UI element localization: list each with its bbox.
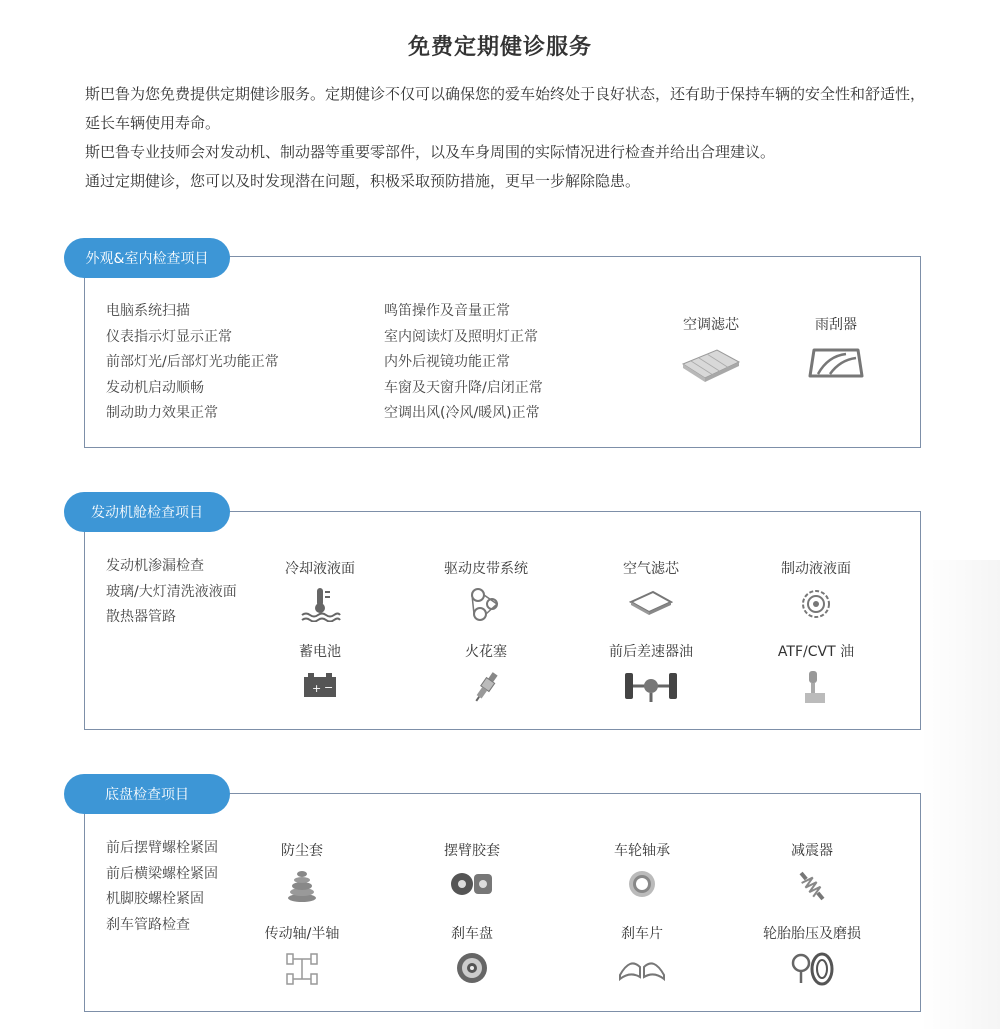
- list-item: 玻璃/大灯清洗液液面: [106, 583, 237, 600]
- list-item: 前后摆臂螺栓紧固: [106, 840, 218, 856]
- item-label: 制动液液面: [781, 561, 851, 577]
- item-label: 刹车片: [621, 926, 663, 942]
- tire-gauge-icon: [790, 951, 834, 987]
- divider: [220, 511, 921, 512]
- list-item: 前后横梁螺栓紧固: [106, 865, 218, 882]
- exterior-list-right: [384, 299, 543, 427]
- list-item: 电脑系统扫描: [106, 303, 190, 319]
- inspection-item-drive-shaft: [227, 923, 377, 987]
- wheel-bearing-icon: [626, 868, 658, 900]
- exterior-section-tag: 外观&室内检查项目: [64, 238, 230, 278]
- inspection-item-spark-plug: [411, 641, 561, 705]
- list-item: 制动助力效果正常: [106, 405, 218, 421]
- page-title: 免费定期健诊服务: [407, 35, 592, 60]
- list-item: 仪表指示灯显示正常: [106, 328, 232, 345]
- list-item: 散热器管路: [106, 609, 176, 625]
- inspection-item-tire: [737, 923, 887, 987]
- inspection-item-dust-boot: [227, 840, 377, 904]
- inspection-item-brake-fluid: [741, 558, 891, 622]
- engine-list: [106, 554, 237, 631]
- battery-icon: [302, 669, 338, 701]
- item-label: 冷却液液面: [285, 561, 355, 577]
- list-item: 空调出风(冷风/暖风)正常: [384, 405, 540, 421]
- exterior-list-left: [106, 299, 279, 427]
- list-item: 前部灯光/后部灯光功能正常: [106, 354, 279, 370]
- dust-boot-icon: [284, 868, 320, 904]
- shock-absorber-icon: [794, 868, 830, 904]
- chassis-list: [106, 836, 218, 938]
- item-label: 驱动皮带系统: [444, 561, 528, 577]
- brake-fluid-icon: [798, 586, 834, 622]
- item-label: 传动轴/半轴: [264, 926, 340, 942]
- item-label: 空调滤芯: [683, 317, 739, 333]
- inspection-item-air-filter: [576, 558, 726, 618]
- svg-text:+: +: [312, 682, 322, 695]
- item-label: 防尘套: [281, 843, 323, 859]
- inspection-item-coolant: [245, 558, 395, 622]
- item-label: 车轮轴承: [614, 843, 670, 859]
- divider: [220, 256, 921, 257]
- ac-filter-icon: [679, 342, 743, 386]
- divider: [220, 793, 921, 794]
- air-filter-icon: [629, 586, 673, 618]
- item-label: 雨刮器: [815, 317, 857, 333]
- drive-shaft-icon: [284, 951, 320, 987]
- item-label: 摆臂胶套: [444, 843, 500, 859]
- brake-pad-icon: [616, 951, 668, 983]
- list-item: 室内阅读灯及照明灯正常: [384, 328, 538, 345]
- inspection-item-wheel-bearing: [567, 840, 717, 900]
- chassis-section-tag: 底盘检查项目: [64, 774, 230, 814]
- background-shade: [920, 560, 1000, 1029]
- inspection-item-brake-pad: [567, 923, 717, 983]
- inspection-item-wiper: [761, 314, 911, 382]
- inspection-item-shock-absorber: [737, 840, 887, 904]
- list-item: 机脚胶螺栓紧固: [106, 891, 204, 907]
- intro-paragraph: 斯巴鲁专业技师会对发动机、制动器等重要零部件，以及车身周围的实际情况进行检查并给出合理建议。: [85, 143, 776, 161]
- list-item: 内外后视镜功能正常: [384, 354, 510, 370]
- intro-paragraph: 通过定期健诊，您可以及时发现潜在问题，积极采取预防措施，更早一步解除隐患。: [85, 172, 641, 190]
- item-label: 减震器: [791, 843, 833, 859]
- item-label: 火花塞: [465, 644, 507, 660]
- engine-section-tag: 发动机舱检查项目: [64, 492, 230, 532]
- item-label: 空气滤芯: [623, 561, 679, 577]
- differential-icon: [623, 669, 679, 703]
- item-label: 轮胎胎压及磨损: [763, 926, 861, 942]
- item-label: 刹车盘: [451, 926, 493, 942]
- item-label: ATF/CVT 油: [777, 644, 855, 660]
- intro-text: [85, 80, 930, 196]
- drive-belt-icon: [468, 586, 504, 622]
- bushing-icon: [448, 868, 496, 900]
- item-label: 前后差速器油: [609, 644, 693, 660]
- list-item: 鸣笛操作及音量正常: [384, 303, 510, 319]
- coolant-icon: [298, 586, 342, 622]
- svg-text:−: −: [324, 681, 334, 694]
- inspection-item-atf-cvt: [741, 641, 891, 705]
- inspection-item-differential: [576, 641, 726, 703]
- item-label: 蓄电池: [299, 644, 341, 660]
- inspection-item-battery: [245, 641, 395, 701]
- inspection-item-drive-belt: [411, 558, 561, 622]
- wiper-icon: [808, 342, 864, 382]
- list-item: 刹车管路检查: [106, 916, 190, 933]
- intro-paragraph: 斯巴鲁为您免费提供定期健诊服务。定期健诊不仅可以确保您的爱车始终处于良好状态，还有助于保持车辆的安全性和舒适性，延长车辆使用寿命。: [85, 85, 926, 132]
- list-item: 发动机渗漏检查: [106, 558, 204, 574]
- gear-shift-icon: [801, 669, 831, 705]
- brake-disc-icon: [455, 951, 489, 985]
- list-item: 车窗及天窗升降/启闭正常: [384, 379, 543, 396]
- inspection-item-brake-disc: [397, 923, 547, 985]
- list-item: 发动机启动顺畅: [106, 379, 204, 396]
- spark-plug-icon: [468, 669, 504, 705]
- inspection-item-bushing: [397, 840, 547, 900]
